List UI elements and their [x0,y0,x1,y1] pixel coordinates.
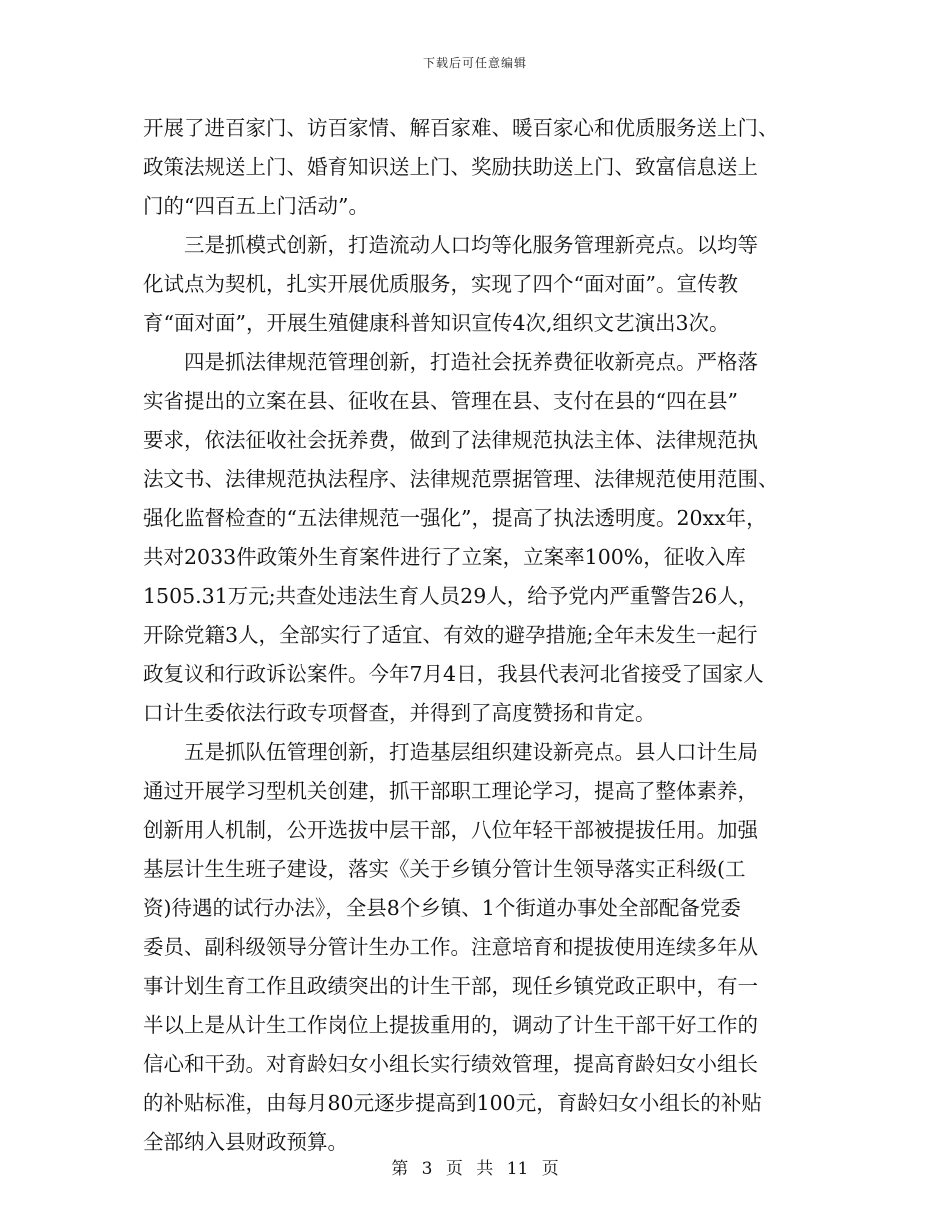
footer-suffix: 页 [541,1159,559,1179]
body-line: 事计划生育工作且政绩突出的计生干部，现任乡镇党政正职中，有一 [143,974,758,998]
body-line: 实省提出的立案在县、征收在县、管理在县、支付在县的“四在县” [143,389,738,413]
body-line: 法文书、法律规范执法程序、法律规范票据管理、法律规范使用范围、 [143,467,779,491]
body-line: 全部纳入县财政预算。 [143,1130,348,1154]
body-line: 1505.31万元;共查处违法生育人员29人，给予党内严重警告26人， [143,584,759,608]
body-line: 门的“四百五上门活动”。 [143,194,369,218]
body-line: 开展了进百家门、访百家情、解百家难、暖百家心和优质服务送上门、 [143,116,779,140]
body-line: 资)待遇的试行办法》，全县8个乡镇、1个街道办事处全部配备党委 [143,896,741,920]
footer-total-pages: 11 [506,1159,529,1179]
body-line: 基层计生生班子建设，落实《关于乡镇分管计生领导落实正科级(工 [143,857,746,881]
body-line: 化试点为契机，扎实开展优质服务，实现了四个“面对面”。宣传教 [143,272,738,296]
body-line: 开除党籍3人，全部实行了适宜、有效的避孕措施;全年未发生一起行 [143,623,758,647]
body-line: 要求，依法征收社会抚养费，做到了法律规范执法主体、法律规范执 [143,428,758,452]
body-line: 强化监督检查的“五法律规范一强化”，提高了执法透明度。20xx年， [143,506,767,530]
body-line: 政复议和行政诉讼案件。今年7月4日，我县代表河北省接受了国家人 [143,662,764,686]
body-line: 口计生委依法行政专项督查，并得到了高度赞扬和肯定。 [143,701,656,725]
body-line: 育“面对面”，开展生殖健康科普知识宣传4次,组织文艺演出3次。 [143,311,730,335]
page-footer [0,1154,950,1179]
body-line: 共对2033件政策外生育案件进行了立案，立案率100%，征收入库 [143,545,746,569]
body-line: 委员、副科级领导分管计生办工作。注意培育和提拔使用连续多年从 [143,935,758,959]
body-line: 通过开展学习型机关创建，抓干部职工理论学习，提高了整体素养， [143,779,758,803]
body-line: 半以上是从计生工作岗位上提拔重用的，调动了计生干部干好工作的 [143,1013,758,1037]
footer-page-word: 页 [445,1159,463,1179]
header-note: 下载后可任意编辑 [422,56,527,70]
body-line: 三是抓模式创新，打造流动人口均等化服务管理新亮点。以均等 [143,233,758,257]
body-line: 的补贴标准，由每月80元逐步提高到100元，育龄妇女小组长的补贴 [143,1091,762,1115]
body-line: 信心和干劲。对育龄妇女小组长实行绩效管理，提高育龄妇女小组长 [143,1052,758,1076]
document-body [143,109,818,1162]
body-line: 四是抓法律规范管理创新，打造社会抚养费征收新亮点。严格落 [143,350,758,374]
body-line: 政策法规送上门、婚育知识送上门、奖励扶助送上门、致富信息送上 [143,155,758,179]
footer-prefix: 第 [391,1159,409,1179]
body-line: 创新用人机制，公开选拔中层干部，八位年轻干部被提拔任用。加强 [143,818,758,842]
body-line: 五是抓队伍管理创新，打造基层组织建设新亮点。县人口计生局 [143,740,758,764]
footer-total-prefix: 共 [476,1159,494,1179]
footer-page-number: 3 [421,1159,433,1179]
